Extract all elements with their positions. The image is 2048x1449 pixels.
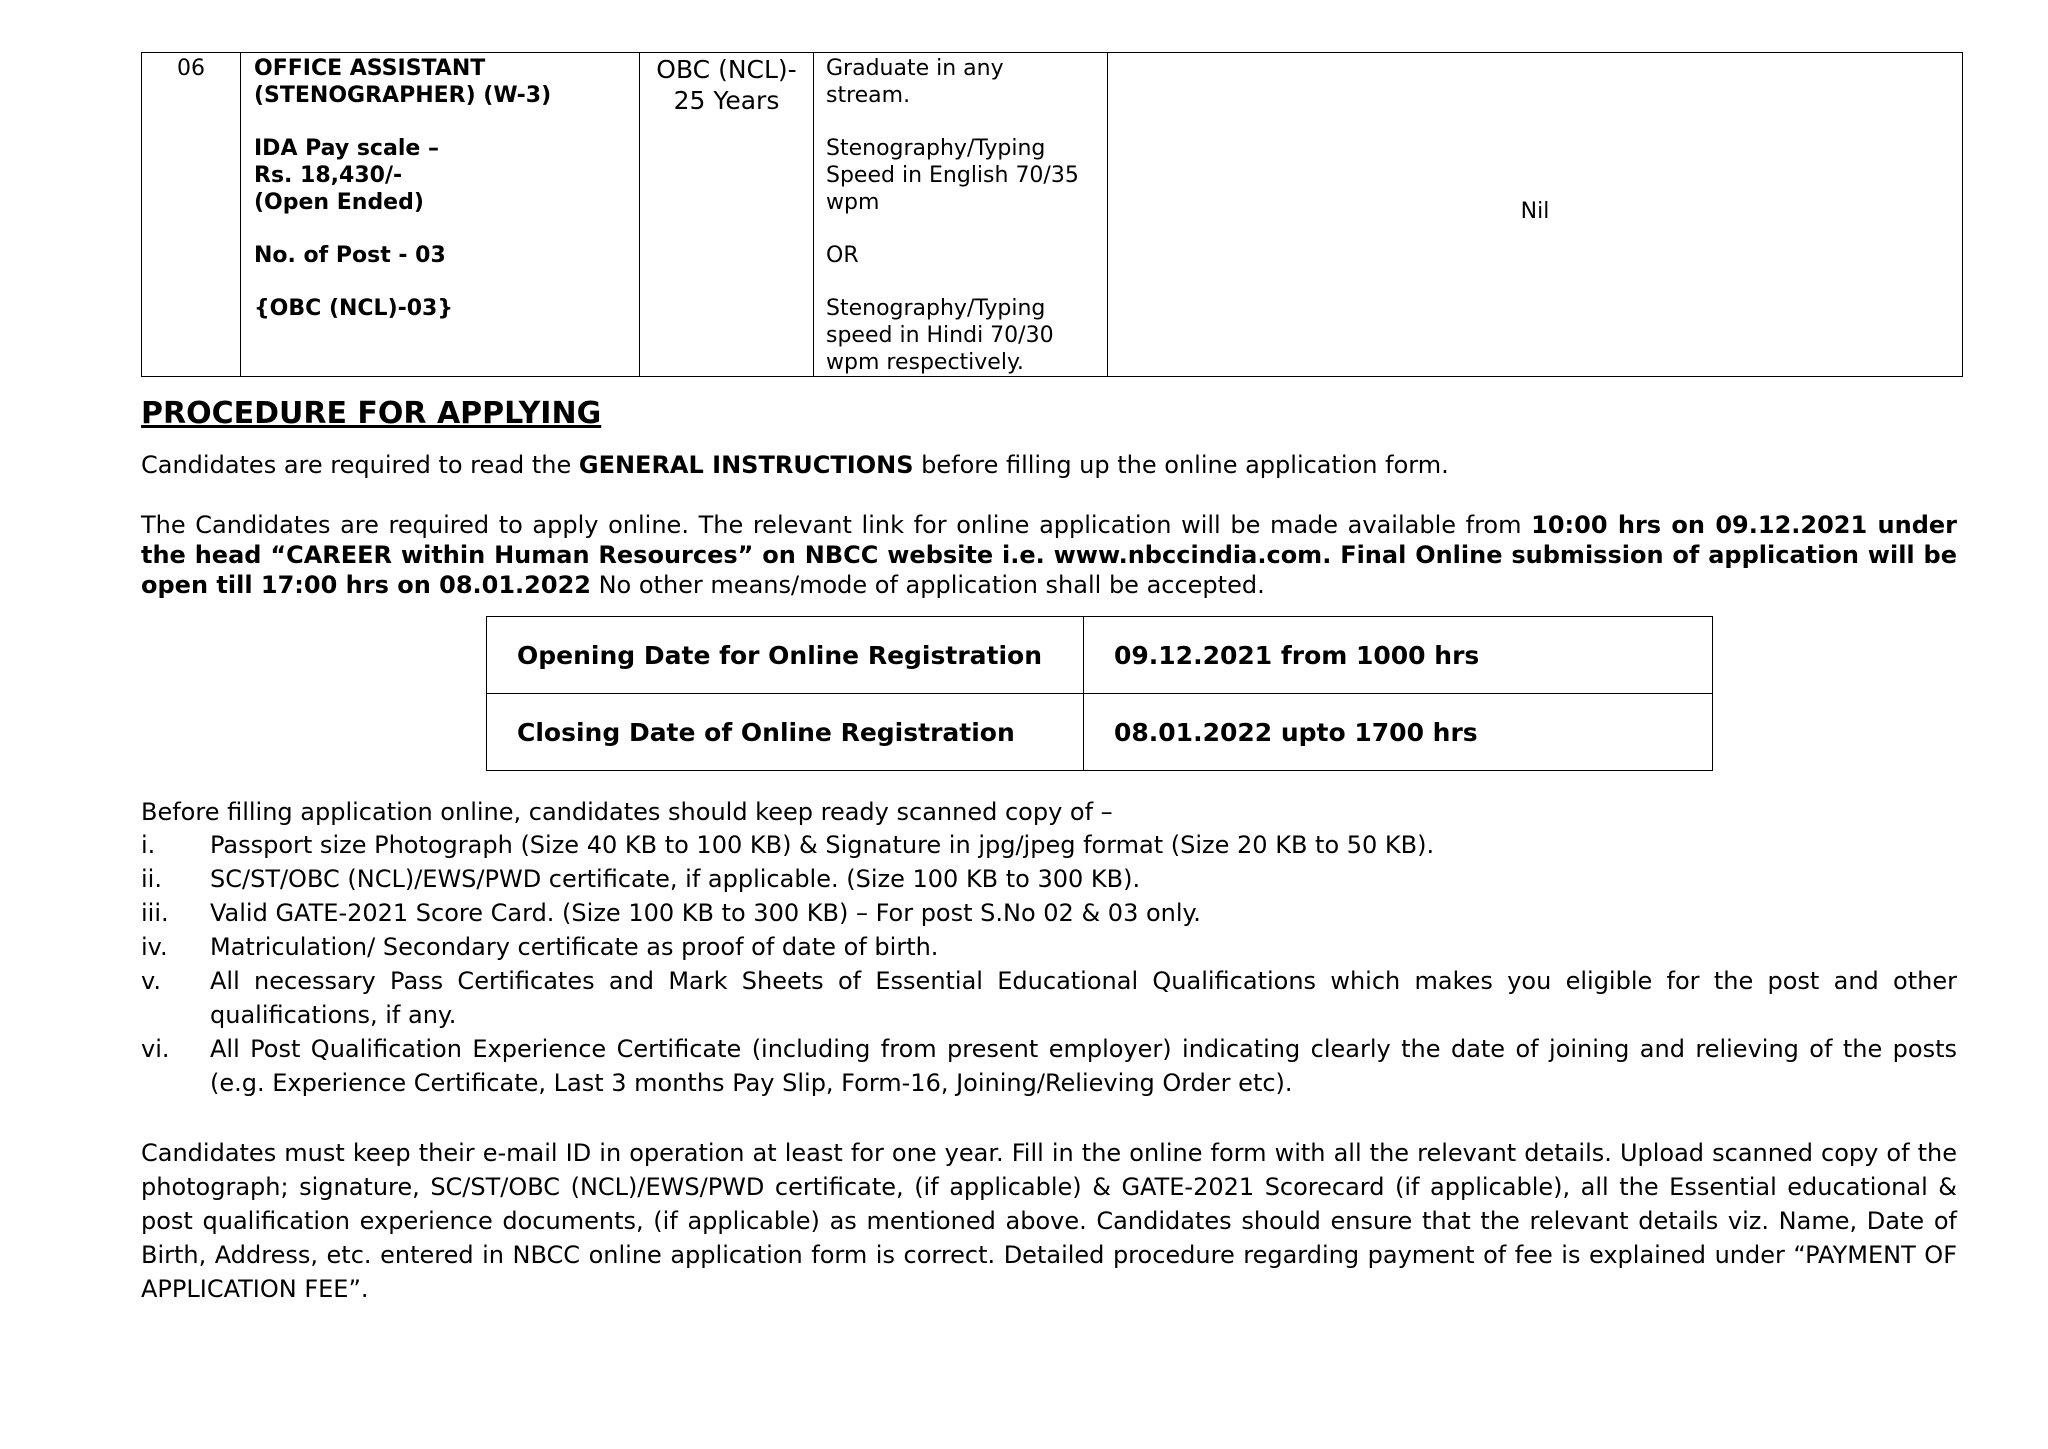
qualification-line: wpm respectively. <box>826 350 1024 375</box>
qualification-line: Speed in English 70/35 <box>826 163 1079 188</box>
serial-number-cell <box>142 53 241 377</box>
documents-list <box>141 828 1957 1100</box>
text-run: The Candidates are required to apply online. The relevant link for online application will be made available from <box>141 511 1532 539</box>
list-text: All Post Qualification Experience Certificate (including from present employer) indicating clearly the date of joining and relieving of the posts (e.g. Experience Certificate, Last 3 months Pay Slip, Form-16, Joining/Relieving Order etc). <box>210 1035 1957 1097</box>
qualification-line: speed in Hindi 70/30 <box>826 323 1054 348</box>
final-paragraph: Candidates must keep their e-mail ID in operation at least for one year. Fill in the online form with all the relevant details. Upload scanned copy of the photograph; signature, SC/ST/OBC (NCL)/EWS/PWD certificate, (if applicable) & GATE-2021 Scorecard (if applicable), all the Essential educational & post qualification experience documents, (if applicable) as mentioned above. Candidates should ensure that the relevant details viz. Name, Date of Birth, Address, etc. entered in NBCC online application form is correct. Detailed procedure regarding payment of fee is explained under “PAYMENT OF APPLICATION FEE”. <box>141 1139 1957 1303</box>
list-text: Passport size Photograph (Size 40 KB to 100 KB) & Signature in jpg/jpeg format (Size 20 KB to 50 KB). <box>210 831 1435 859</box>
list-text: All necessary Pass Certificates and Mark Sheets of Essential Educational Qualifications which makes you eligible for the post and other qualifications, if any. <box>210 967 1957 1029</box>
list-item <box>141 862 1957 896</box>
instructions-paragraph <box>141 450 1957 480</box>
list-number: vi. <box>141 1035 170 1063</box>
serial-number: 06 <box>177 56 205 81</box>
list-item <box>141 896 1957 930</box>
list-number: i. <box>141 831 156 859</box>
number-of-posts: No. of Post - 03 <box>254 243 446 268</box>
table-row <box>487 617 1713 694</box>
list-item <box>141 828 1957 862</box>
list-text: Matriculation/ Secondary certificate as proof of date of birth. <box>210 933 939 961</box>
list-item <box>141 964 1957 1032</box>
qualification-line: Stenography/Typing <box>826 136 1046 161</box>
qualification-line: Graduate in any <box>826 56 1004 81</box>
text-run: Candidates are required to read the <box>141 451 579 479</box>
list-number: v. <box>141 967 161 995</box>
pay-scale-label: IDA Pay scale – <box>254 136 439 161</box>
pay-scale-amount: Rs. 18,430/- <box>254 163 403 188</box>
pay-scale-note: (Open Ended) <box>254 190 424 215</box>
date-value: 08.01.2022 upto 1700 hrs <box>1084 694 1713 771</box>
text-run: before filling up the online application form. <box>913 451 1449 479</box>
post-category: {OBC (NCL)-03} <box>254 296 454 321</box>
apply-online-paragraph <box>141 510 1957 600</box>
date-label: Opening Date for Online Registration <box>487 617 1084 694</box>
table-row <box>142 53 1963 377</box>
post-title: OFFICE ASSISTANT <box>254 56 486 81</box>
registration-dates-table <box>486 616 1713 771</box>
table-row <box>487 694 1713 771</box>
qualification-line: stream. <box>826 83 911 108</box>
list-item <box>141 1032 1957 1100</box>
post-name-cell <box>241 53 640 377</box>
date-label: Closing Date of Online Registration <box>487 694 1084 771</box>
age-limit-cell <box>640 53 814 377</box>
experience-cell <box>1108 53 1963 377</box>
qualification-or: OR <box>826 243 859 268</box>
age-category: OBC (NCL)- <box>656 55 797 84</box>
text-run: No other means/mode of application shall be accepted. <box>590 571 1265 599</box>
documents-intro: Before filling application online, candidates should keep ready scanned copy of – <box>141 798 1113 826</box>
list-number: ii. <box>141 865 162 893</box>
list-text: Valid GATE-2021 Score Card. (Size 100 KB to 300 KB) – For post S.No 02 & 03 only. <box>210 899 1201 927</box>
qualification-line: wpm <box>826 190 880 215</box>
section-heading: PROCEDURE FOR APPLYING <box>141 396 602 431</box>
post-details-table <box>141 52 1963 377</box>
list-item <box>141 930 1957 964</box>
qualification-cell <box>814 53 1108 377</box>
qualification-line: Stenography/Typing <box>826 296 1046 321</box>
list-text: SC/ST/OBC (NCL)/EWS/PWD certificate, if applicable. (Size 100 KB to 300 KB). <box>210 865 1141 893</box>
bold-text-run: 10:00 hrs on 09.12.2021 under the head “CAREER within Human Resources” on NBCC website i.e. www.nbccindia.com. Final Online submission of application will be open till 17:00 hrs on 08.01.2022 <box>141 511 1958 599</box>
post-title-sub: (STENOGRAPHER) (W-3) <box>254 83 552 108</box>
age-years: 25 Years <box>673 86 780 115</box>
date-value: 09.12.2021 from 1000 hrs <box>1084 617 1713 694</box>
list-number: iv. <box>141 933 168 961</box>
experience-value: Nil <box>1520 199 1550 224</box>
list-number: iii. <box>141 899 169 927</box>
bold-text-run: GENERAL INSTRUCTIONS <box>578 451 914 479</box>
